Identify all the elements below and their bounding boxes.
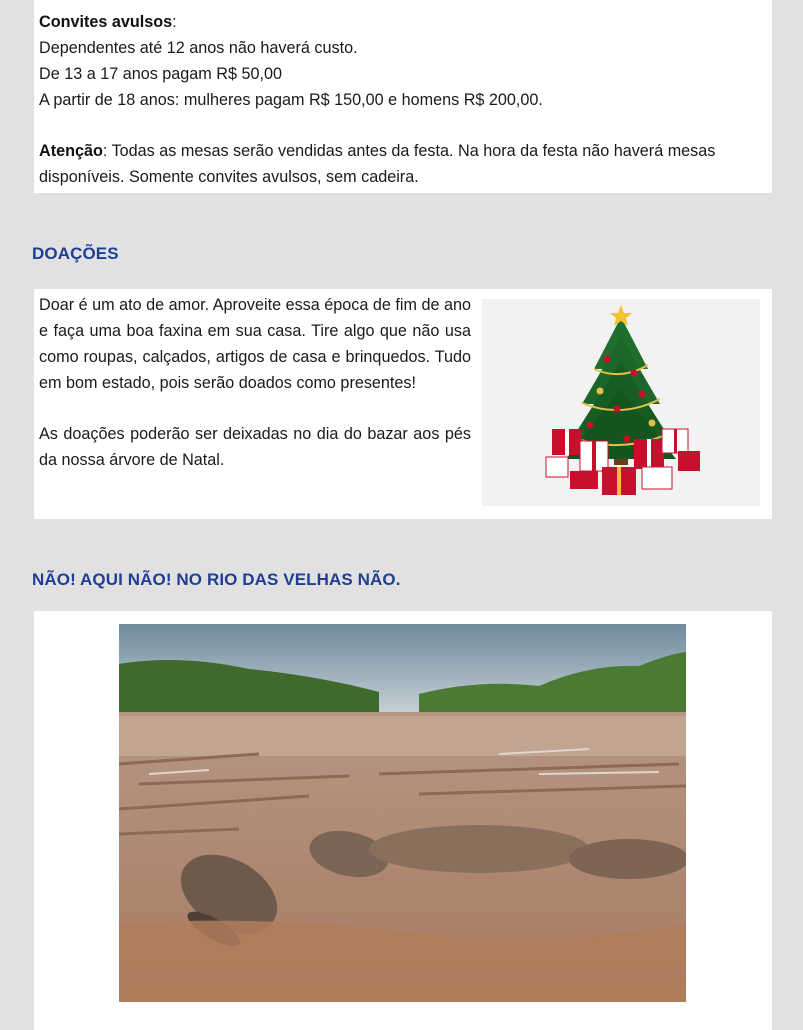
christmas-tree-image xyxy=(482,299,760,506)
tickets-line-kids: Dependentes até 12 anos não haverá custo. xyxy=(39,39,358,57)
attention-label: Atenção xyxy=(39,142,103,160)
donations-heading: DOAÇÕES xyxy=(32,244,119,263)
tickets-title-line xyxy=(39,9,766,35)
donations-text xyxy=(39,292,471,473)
attention-text: : Todas as mesas serão vendidas antes da festa. Na hora da festa não haverá mesas disponíveis. Somente convites avulsos, sem cadeira. xyxy=(39,142,716,186)
donations-paragraph-2: As doações poderão ser deixadas no dia do bazar aos pés da nossa árvore de Natal. xyxy=(39,425,471,469)
tickets-title-colon: : xyxy=(172,13,177,31)
river-card xyxy=(34,611,772,1030)
donations-card xyxy=(34,289,772,519)
attention-paragraph xyxy=(39,138,766,190)
muddy-river-image xyxy=(119,624,686,1002)
tickets-line-teens: De 13 a 17 anos pagam R$ 50,00 xyxy=(39,65,282,83)
tickets-title: Convites avulsos xyxy=(39,13,173,31)
tickets-card xyxy=(34,0,772,193)
tickets-line-adults: A partir de 18 anos: mulheres pagam R$ 150,00 e homens R$ 200,00. xyxy=(39,91,543,109)
river-heading: NÃO! AQUI NÃO! NO RIO DAS VELHAS NÃO. xyxy=(32,570,401,589)
donations-paragraph-1: Doar é um ato de amor. Aproveite essa época de fim de ano e faça uma boa faxina em sua casa. Tire algo que não usa como roupas, calçados, artigos de casa e brinquedos. Tudo em bom estado, pois serão doados como presentes! xyxy=(39,296,471,392)
spacer xyxy=(39,113,766,138)
spacer xyxy=(39,396,471,421)
christmas-tree-icon xyxy=(482,299,760,506)
